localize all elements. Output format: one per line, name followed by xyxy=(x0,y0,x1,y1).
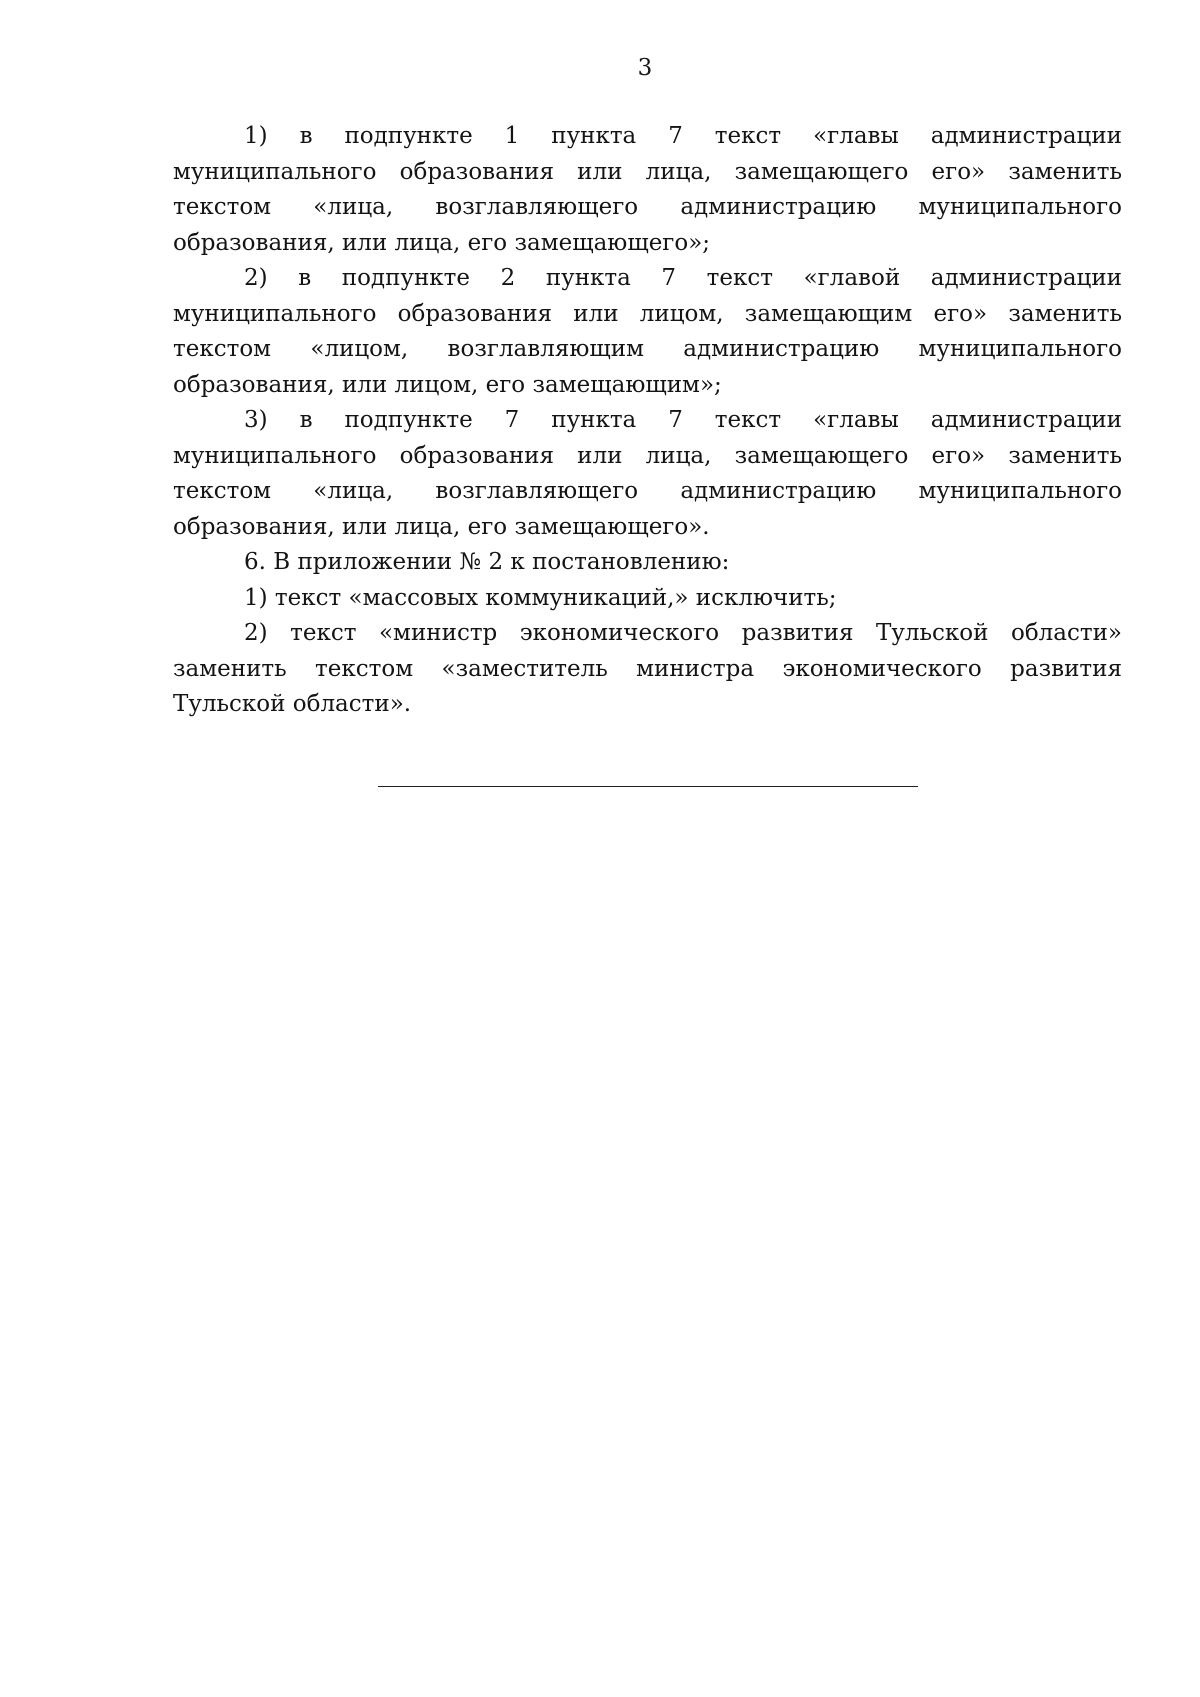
page-number: 3 xyxy=(637,55,653,81)
paragraph-item-6: 6. В приложении № 2 к постановлению: xyxy=(244,549,730,575)
paragraph-item-6-subitem-2: 2) текст «министр экономического развития Тульской области» заменить текстом «заместитель министра экономического развития Тульской области». xyxy=(173,620,1122,717)
document-body xyxy=(173,119,1122,723)
paragraph-subitem-1: 1) в подпункте 1 пункта 7 текст «главы администрации муниципального образования или лица, замещающего его» заменить текстом «лица, возглавляющего администрацию муниципального образования, или лица, его замещающего»; xyxy=(173,123,1122,256)
end-separator-line xyxy=(378,786,918,787)
paragraph-subitem-3: 3) в подпункте 7 пункта 7 текст «главы администрации муниципального образования или лица, замещающего его» заменить текстом «лица, возглавляющего администрацию муниципального образования, или лица, его замещающего». xyxy=(173,407,1122,540)
paragraph-item-6-subitem-1: 1) текст «массовых коммуникаций,» исключить; xyxy=(244,584,837,611)
paragraph-subitem-2: 2) в подпункте 2 пункта 7 текст «главой администрации муниципального образования или лицом, замещающим его» заменить текстом «лицом, возглавляющим администрацию муниципального образования, или лицом, его замещающим»; xyxy=(173,265,1122,398)
